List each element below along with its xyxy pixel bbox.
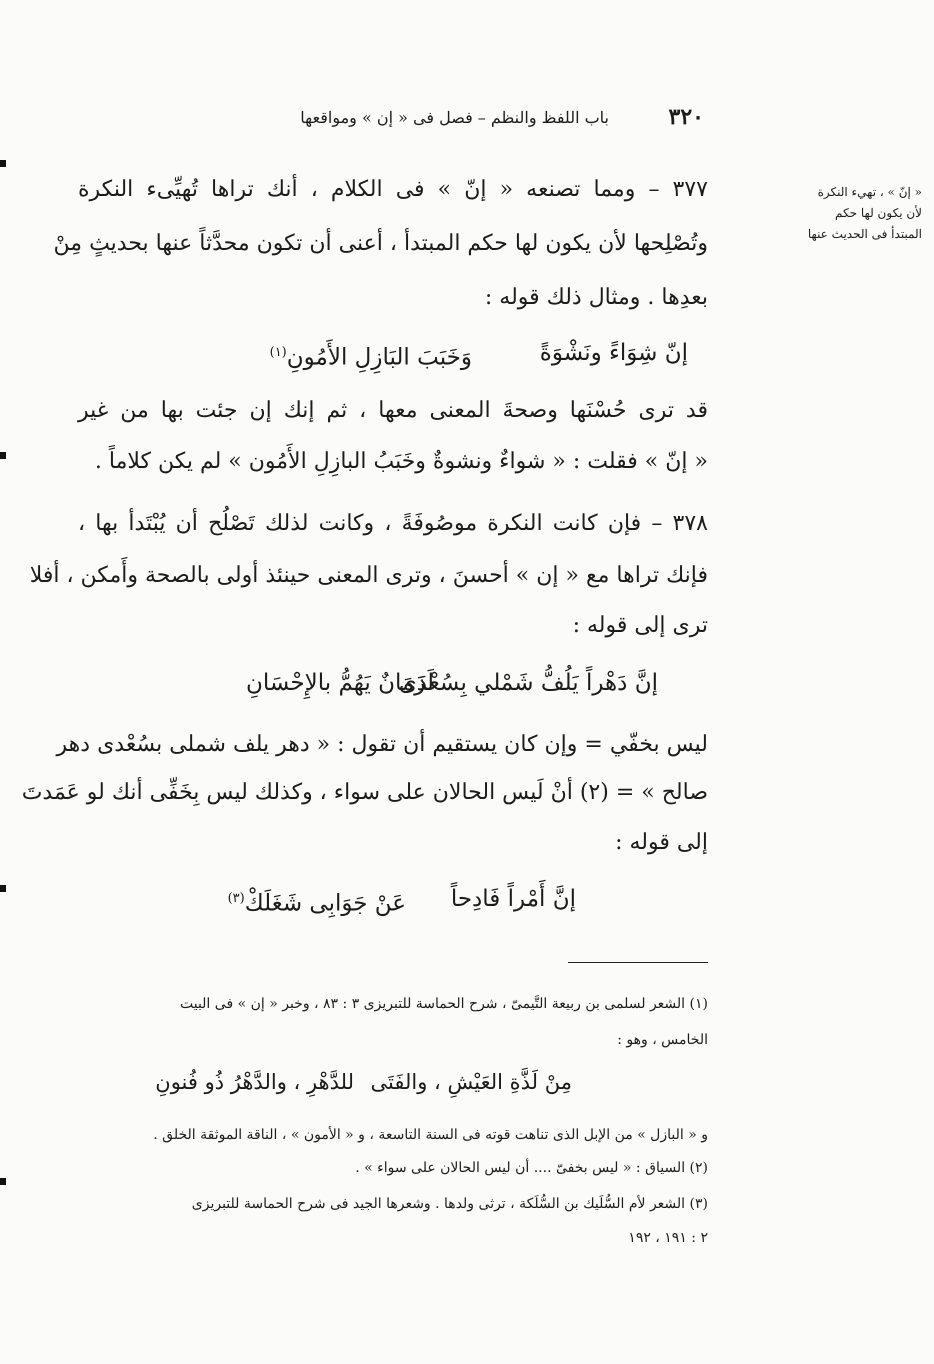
- verse-hemistich: [228, 884, 406, 919]
- footnote-2: (٢) السياق : « ليس بخفىّ .... أن ليس الحالان على سواء » .: [355, 1160, 708, 1176]
- footnote-ref: (٣): [227, 891, 245, 906]
- running-title: باب اللفظ والنظم – فصل فى « إن » ومواقعها: [300, 108, 609, 127]
- verse-hemistich: إنّ شِوَاءً ونَشْوَةً: [539, 340, 688, 366]
- footnote-3-line: (٣) الشعر لأم السُّلَيك بن السُّلَكة ، ترثى ولدها . وشعرها الجيد فى شرح الحماسة للتبريزى: [191, 1196, 708, 1212]
- footnote-verse-hemistich: للدَّهْرِ ، والدَّهْرُ ذُو فُنونِ: [155, 1070, 354, 1094]
- scan-edge-mark: [0, 452, 6, 459]
- margin-note-line: المبتدأ فى الحديث عنها: [807, 227, 922, 241]
- margin-note: [797, 182, 922, 245]
- body-line: قد ترى حُسْنَها وصحةَ المعنى معها ، ثم إنك إن جئت بها من غير: [78, 398, 708, 423]
- footnote-1-line: (١) الشعر لسلمى بن ربيعة التَّيمىّ ، شرح الحماسة للتبريزى ٣ : ٨٣ ، وخبر « إن » فى البيت: [179, 996, 708, 1012]
- footnote-verse-hemistich: مِنْ لَذَّةِ العَيْشِ ، والفَتَى: [370, 1070, 572, 1094]
- body-line: صالح » = (٢) أنْ لَيس الحالان على سواء ، وكذلك ليس بِخَفِّى أنك لو عَمَدتَ: [21, 780, 708, 805]
- footnote-separator: [568, 962, 708, 963]
- verse-hemistich: لَزَمَانٌ يَهُمُّ بالإِحْسَانِ: [245, 670, 434, 696]
- verse-hemistich-text: وَخَبَبَ البَازِلِ الأَمُونِ: [286, 344, 472, 371]
- paragraph-378-line: فإنك تراها مع « إن » أحسنَ ، وترى المعنى حينئذ أولى بالصحة وأَمكن ، أفلا: [29, 563, 708, 588]
- paragraph-377-line: بعدِها . ومثال ذلك قوله :: [484, 285, 708, 310]
- page-number: ٣٢٠: [668, 104, 704, 130]
- footnote-ref: (١): [269, 345, 287, 360]
- body-line: ليس بخفّي = وإن كان يستقيم أن تقول : « دهر يلف شملى بسُعْدى دهر: [56, 732, 708, 757]
- footnote-3-line: ٢ : ١٩١ ، ١٩٢: [628, 1230, 708, 1246]
- body-line: « إنّ » فقلت : « شواءٌ ونشوةٌ وخَبَبُ البازِلِ الأَمُون » لم يكن كلاماً .: [94, 449, 708, 474]
- verse-hemistich: [270, 338, 472, 373]
- page-header: [244, 104, 704, 140]
- paragraph-377-line: وتُصْلِحها لأن يكون لها حكم المبتدأ ، أعنى أن تكون محدَّثاً عنها بحديثٍ مِنْ: [53, 231, 708, 256]
- scan-edge-mark: [0, 160, 6, 167]
- verse-hemistich: إنَّ دَهْراً يَلُفُّ شَمْلي بِسُعْدَى: [398, 670, 658, 696]
- paragraph-378-line: ترى إلى قوله :: [572, 613, 708, 638]
- verse-hemistich-text: عَنْ جَوَابِى شَغَلَكْ: [244, 890, 406, 917]
- verse-hemistich: إنَّ أَمْراً فَادِحاً: [450, 886, 576, 912]
- paragraph-377-line: ٣٧٧ – ومما تصنعه « إنّ » فى الكلام ، أنك تراها تُهيِّىء النكرة: [78, 177, 708, 202]
- body-line: إلى قوله :: [615, 830, 708, 855]
- paragraph-378-line: ٣٧٨ – فإن كانت النكرة موصُوفَةً ، وكانت لذلك تَصْلُح أن يُبْتَدأ بها ،: [78, 511, 708, 536]
- footnote-1-tail: و « البازل » من الإبل الذى تناهت قوته فى السنة التاسعة ، و « الأمون » ، الناقة الموثقة الخلق .: [153, 1127, 708, 1143]
- scan-edge-mark: [0, 1178, 6, 1185]
- scan-edge-mark: [0, 885, 6, 892]
- margin-note-line: « إنّ » ، تهيء النكرة: [817, 185, 922, 199]
- margin-note-line: لأن يكون لها حكم: [835, 206, 922, 220]
- footnote-1-line: الخامس ، وهو :: [617, 1032, 708, 1048]
